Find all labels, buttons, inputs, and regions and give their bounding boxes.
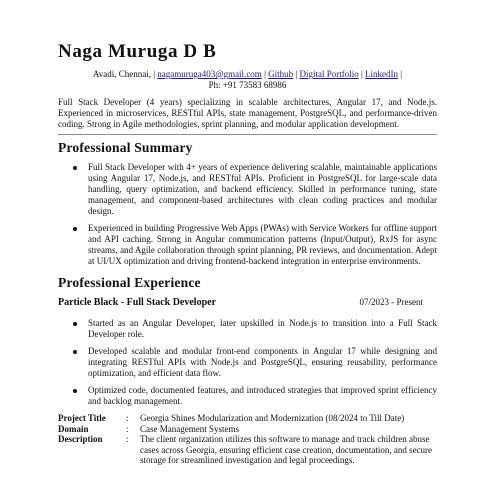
- bullet-icon: [73, 350, 77, 354]
- summary-list: [58, 162, 437, 267]
- location-text: Avadi, Chennai: [92, 69, 149, 79]
- list-item-text: Started as an Angular Developer, later upskilled in Node.js to transition into a Full Stack Developer role.: [88, 318, 437, 339]
- list-item: [88, 162, 437, 217]
- project-value: Georgia Shines Modularization and Modernization (08/2024 to Till Date): [140, 413, 405, 423]
- job-header: [58, 297, 437, 308]
- project-value: Case Management Systems: [140, 423, 239, 434]
- project-row-title: [58, 413, 437, 424]
- list-item-text: Experienced in building Progressive Web Apps (PWAs) with Service Workers for offline support and API caching. Strong in Angular communication patterns (Input/Output), RxJS for async streams, and Agile collaboration through sprint planning, PR reviews, and documentation. Adept at UI/UX optimization and driving frontend-backend integration in enterprise environments.: [88, 223, 437, 266]
- contact-separator: |: [293, 69, 300, 79]
- list-item-text: Developed scalable and modular front-end components in Angular 17 while designing and integrating RESTful APIs with Node.js and PostgreSQL, ensuring reusability, performance optimization, and efficient data flow.: [88, 346, 437, 378]
- section-title-experience: Professional Experience: [58, 275, 201, 290]
- list-item-text: Full Stack Developer with 4+ years of experience delivering scalable, maintainable applications using Angular 17, Node.js, and RESTful APIs. Proficient in PostgreSQL for large-scale data handling, query optimization, and backend efficiency. Skilled in performance tuning, state management, and component-based architectures with clean coding practices and modular design.: [88, 162, 437, 216]
- project-label: Description: [58, 434, 103, 444]
- project-details: [58, 413, 437, 466]
- project-colon: :: [126, 413, 129, 423]
- linkedin-link[interactable]: LinkedIn: [365, 69, 399, 79]
- bullet-icon: [73, 322, 77, 326]
- project-label: Project Title: [58, 413, 106, 423]
- bullet-icon: [73, 166, 77, 170]
- list-item: [88, 385, 437, 407]
- experience-list: [58, 318, 437, 407]
- list-item-text: Optimized code, documented features, and introduced strategies that improved sprint efficiency and backlog management.: [88, 385, 437, 406]
- project-value: The client organization utilizes this software to manage and track children abuse cases across Georgia, ensuring efficient case creation, documentation, and secure storage for streamlined investigation and legal proceedings.: [140, 434, 433, 465]
- contact-separator: |: [398, 69, 403, 79]
- contact-separator: |: [261, 69, 269, 79]
- job-date: 07/2023 - Present: [359, 297, 423, 307]
- bullet-icon: [73, 227, 77, 231]
- portfolio-link[interactable]: Digital Portfolio: [299, 69, 359, 79]
- job-title: Particle Black - Full Stack Developer: [58, 297, 217, 308]
- email-link[interactable]: nagamuruga403@gmail.com: [157, 69, 262, 79]
- intro-paragraph: Full Stack Developer (4 years) specializing in scalable architectures, Angular 17, and Node.js. Experienced in microservices, RESTful APIs, state management, PostgreSQL, and performance-driven coding. Strong in Agile methodologies, sprint planning, and modular application development.: [58, 97, 437, 129]
- project-colon: :: [126, 423, 129, 434]
- list-item: [88, 346, 437, 379]
- list-item: [88, 318, 437, 340]
- section-title-summary: Professional Summary: [58, 140, 193, 155]
- contact-separator: |: [153, 69, 158, 79]
- github-link[interactable]: Github: [268, 69, 294, 79]
- project-label: Domain: [58, 423, 89, 434]
- project-row-description: [58, 434, 437, 466]
- list-item: [88, 223, 437, 267]
- section-divider: [58, 134, 437, 135]
- project-colon: :: [126, 434, 129, 444]
- candidate-name: Naga Muruga D B: [58, 41, 217, 62]
- contact-line: Avadi, Chennai, | nagamuruga403@gmail.com | Github | Digital Portfolio | LinkedIn | Ph: +91 73583 68986: [92, 69, 403, 90]
- contact-separator: |: [358, 69, 366, 79]
- phone-text: Ph: +91 73583 68986: [208, 80, 287, 90]
- project-row-domain: [58, 424, 437, 435]
- bullet-icon: [73, 389, 77, 393]
